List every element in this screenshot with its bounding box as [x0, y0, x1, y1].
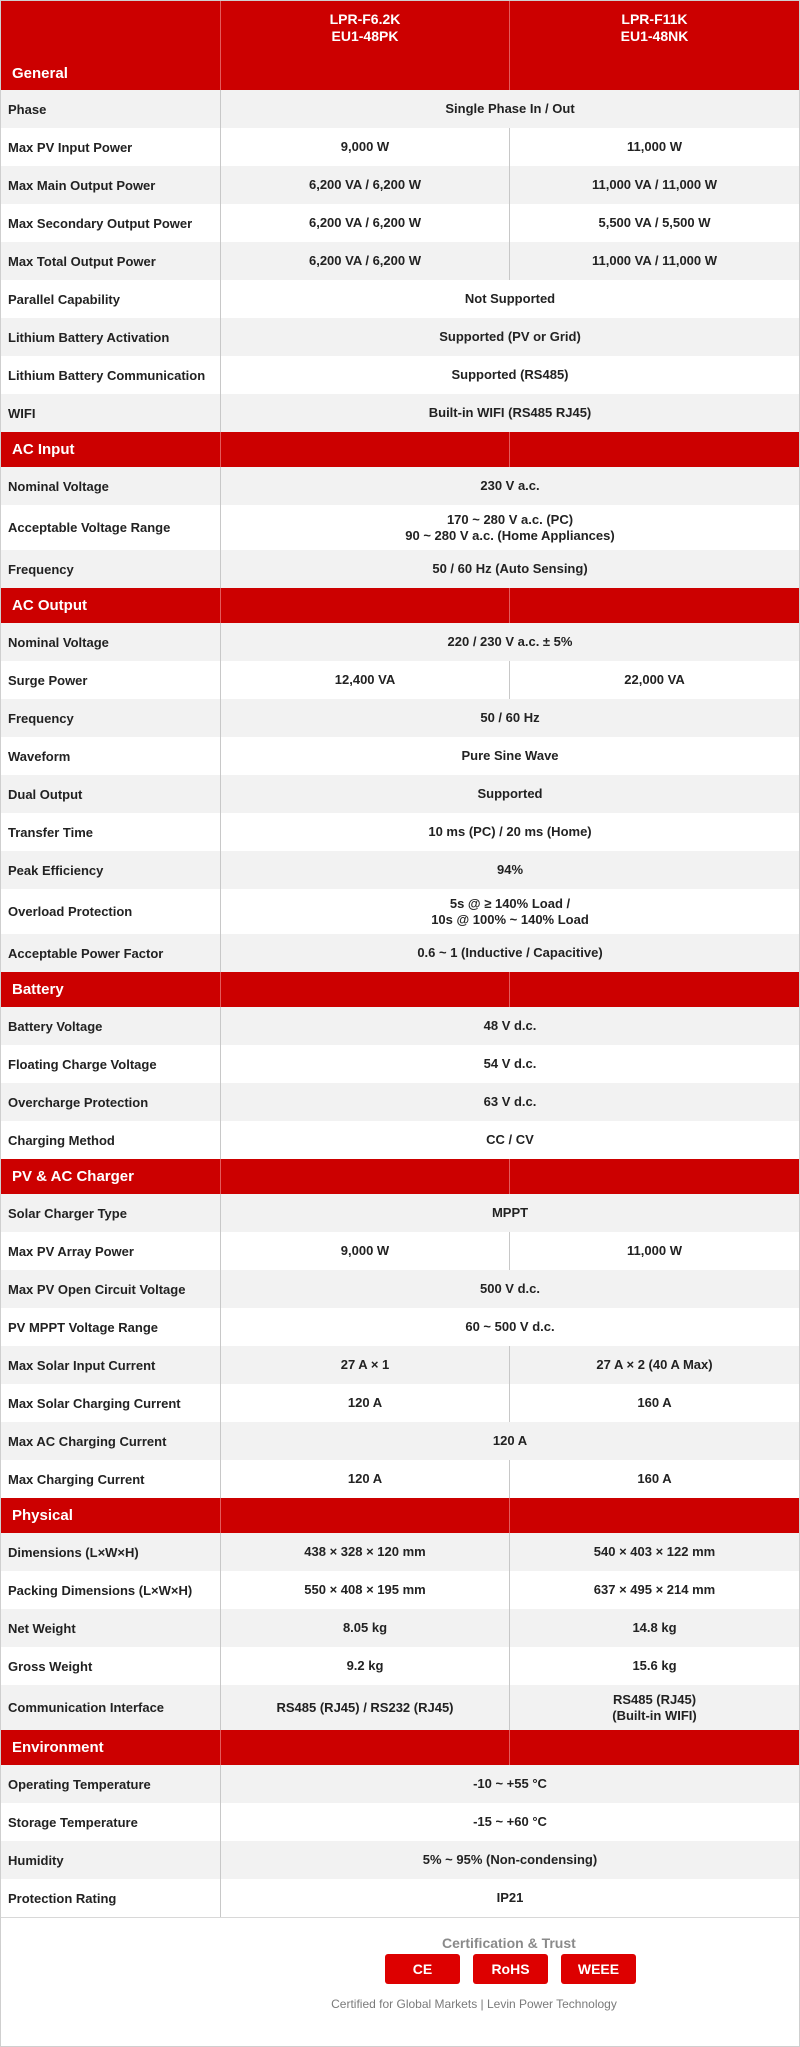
spec-value-model-1: 6,200 VA / 6,200 W	[221, 204, 510, 242]
spec-value-shared: MPPT	[491, 1205, 529, 1220]
spec-row	[1, 1571, 799, 1609]
spec-label: Max PV Open Circuit Voltage	[1, 1270, 221, 1308]
spec-value-shared: 48 V d.c.	[483, 1018, 537, 1033]
spec-value-model-2: 11,000 W	[627, 139, 682, 154]
spec-value-model-2: RS485 (RJ45) (Built-in WIFI)	[612, 1691, 697, 1723]
spec-row	[1, 699, 799, 737]
spec-value-shared: Single Phase In / Out	[445, 101, 575, 116]
spec-row	[1, 242, 799, 280]
spec-value-shared: 50 / 60 Hz	[480, 710, 540, 725]
spec-row	[1, 467, 799, 505]
spec-row	[1, 280, 799, 318]
spec-value-shared: Supported (PV or Grid)	[439, 329, 581, 344]
spec-row	[1, 1765, 799, 1803]
spec-row	[1, 394, 799, 432]
spec-row	[1, 1194, 799, 1232]
spec-value-shared: 50 / 60 Hz (Auto Sensing)	[432, 561, 588, 576]
spec-row	[1, 813, 799, 851]
spec-row	[1, 128, 799, 166]
section-blank-cell	[221, 1498, 510, 1533]
spec-value-model-1: 27 A × 1	[221, 1346, 510, 1384]
spec-label: Protection Rating	[1, 1879, 221, 1917]
section-title: PV & AC Charger	[1, 1159, 221, 1194]
spec-label: Max AC Charging Current	[1, 1422, 221, 1460]
rohs-badge: RoHS	[473, 1954, 548, 1984]
spec-value-model-2: 11,000 VA / 11,000 W	[591, 177, 718, 192]
spec-value-shared: IP21	[496, 1890, 524, 1905]
spec-label: Operating Temperature	[1, 1765, 221, 1803]
spec-value-model-2: 540 × 403 × 122 mm	[593, 1544, 716, 1559]
section-header	[1, 972, 799, 1007]
spec-row	[1, 934, 799, 972]
spec-label: Packing Dimensions (L×W×H)	[1, 1571, 221, 1609]
spec-value-model-1: 120 A	[221, 1384, 510, 1422]
spec-value-shared: 170 ~ 280 V a.c. (PC) 90 ~ 280 V a.c. (Home Appliances)	[405, 511, 615, 543]
spec-rows	[1, 90, 799, 1917]
spec-row	[1, 1422, 799, 1460]
spec-row	[1, 1270, 799, 1308]
spec-label: Floating Charge Voltage	[1, 1045, 221, 1083]
spec-value-shared: Supported (RS485)	[451, 367, 569, 382]
spec-row	[1, 1803, 799, 1841]
spec-value-shared: Built-in WIFI (RS485 RJ45)	[428, 405, 592, 420]
spec-row	[1, 1609, 799, 1647]
section-blank-cell	[221, 972, 510, 1007]
ce-badge: CE	[385, 1954, 460, 1984]
spec-label: Peak Efficiency	[1, 851, 221, 889]
spec-label: Gross Weight	[1, 1647, 221, 1685]
spec-row	[1, 550, 799, 588]
spec-value-model-2: 160 A	[637, 1471, 672, 1486]
section-header	[1, 1159, 799, 1194]
certification-subtitle: Certified for Global Markets | Levin Power Technology	[331, 1997, 617, 2011]
spec-label: Max Solar Charging Current	[1, 1384, 221, 1422]
spec-value-shared: 230 V a.c.	[480, 478, 540, 493]
spec-row	[1, 661, 799, 699]
spec-value-model-1: 8.05 kg	[221, 1609, 510, 1647]
spec-row	[1, 1083, 799, 1121]
spec-value-model-1: 12,400 VA	[221, 661, 510, 699]
spec-value-model-2: 15.6 kg	[632, 1658, 677, 1673]
spec-value-model-1: 120 A	[221, 1460, 510, 1498]
spec-value-model-2: 160 A	[637, 1395, 672, 1410]
spec-label: Battery Voltage	[1, 1007, 221, 1045]
spec-row	[1, 1460, 799, 1498]
spec-label: Dual Output	[1, 775, 221, 813]
section-title: Physical	[1, 1498, 221, 1533]
section-blank-cell	[221, 1159, 510, 1194]
certification-title: Certification & Trust	[442, 1935, 576, 1951]
spec-row	[1, 1879, 799, 1917]
spec-value-shared: CC / CV	[486, 1132, 534, 1147]
spec-value-model-2: 11,000 W	[627, 1243, 682, 1258]
spec-value-shared: 54 V d.c.	[483, 1056, 537, 1071]
section-title: AC Input	[1, 432, 221, 467]
spec-row	[1, 356, 799, 394]
spec-label: Max Secondary Output Power	[1, 204, 221, 242]
spec-row	[1, 1346, 799, 1384]
spec-label: Frequency	[1, 699, 221, 737]
section-blank-cell	[510, 1159, 799, 1194]
spec-value-model-1: 9,000 W	[221, 128, 510, 166]
spec-value-shared: 5s @ ≥ 140% Load / 10s @ 100% ~ 140% Load	[431, 895, 589, 927]
spec-label: Overload Protection	[1, 889, 221, 934]
spec-value-model-1: 9.2 kg	[221, 1647, 510, 1685]
section-header	[1, 1498, 799, 1533]
spec-label: Communication Interface	[1, 1685, 221, 1730]
spec-row	[1, 166, 799, 204]
section-blank-cell	[221, 432, 510, 467]
spec-row	[1, 1045, 799, 1083]
spec-value-model-2: 5,500 VA / 5,500 W	[598, 215, 711, 230]
spec-row	[1, 1841, 799, 1879]
spec-value-shared: -15 ~ +60 °C	[473, 1814, 547, 1829]
spec-value-shared: 5% ~ 95% (Non-condensing)	[422, 1852, 598, 1867]
certification-footer	[1, 1917, 799, 2046]
spec-label: Max PV Input Power	[1, 128, 221, 166]
spec-row	[1, 737, 799, 775]
section-header	[1, 588, 799, 623]
section-title: AC Output	[1, 588, 221, 623]
spec-row	[1, 1007, 799, 1045]
section-blank-cell	[510, 972, 799, 1007]
spec-value-model-1: 438 × 328 × 120 mm	[221, 1533, 510, 1571]
spec-value-shared: 120 A	[492, 1433, 528, 1448]
spec-label: Overcharge Protection	[1, 1083, 221, 1121]
spec-row	[1, 1232, 799, 1270]
spec-label: Solar Charger Type	[1, 1194, 221, 1232]
spec-value-model-1: RS485 (RJ45) / RS232 (RJ45)	[221, 1685, 510, 1730]
spec-value-shared: 0.6 ~ 1 (Inductive / Capacitive)	[417, 945, 603, 960]
spec-label: Nominal Voltage	[1, 467, 221, 505]
section-blank-cell	[221, 588, 510, 623]
spec-value-shared: 94%	[496, 862, 524, 877]
spec-label: Max PV Array Power	[1, 1232, 221, 1270]
spec-label: Lithium Battery Activation	[1, 318, 221, 356]
section-blank-cell	[221, 1730, 510, 1765]
section-blank-cell	[510, 1730, 799, 1765]
spec-label: WIFI	[1, 394, 221, 432]
spec-label: Dimensions (L×W×H)	[1, 1533, 221, 1571]
spec-label: Surge Power	[1, 661, 221, 699]
section-blank-cell	[510, 588, 799, 623]
section-header	[1, 432, 799, 467]
spec-row	[1, 505, 799, 550]
spec-label: Acceptable Power Factor	[1, 934, 221, 972]
spec-value-model-2: 11,000 VA / 11,000 W	[591, 253, 718, 268]
spec-value-model-1: 6,200 VA / 6,200 W	[221, 166, 510, 204]
spec-row	[1, 1384, 799, 1422]
spec-row	[1, 90, 799, 128]
spec-value-model-1: 6,200 VA / 6,200 W	[221, 242, 510, 280]
spec-value-shared: 220 / 230 V a.c. ± 5%	[447, 634, 573, 649]
spec-row	[1, 1308, 799, 1346]
spec-row	[1, 1647, 799, 1685]
section-title: Battery	[1, 972, 221, 1007]
table-header	[1, 1, 799, 90]
spec-row	[1, 204, 799, 242]
spec-label: Phase	[1, 90, 221, 128]
spec-label: Max Total Output Power	[1, 242, 221, 280]
spec-value-model-2: 27 A × 2 (40 A Max)	[596, 1357, 713, 1372]
spec-label: Frequency	[1, 550, 221, 588]
spec-label: Parallel Capability	[1, 280, 221, 318]
spec-row	[1, 318, 799, 356]
spec-value-model-2: 22,000 VA	[624, 672, 685, 687]
spec-row	[1, 851, 799, 889]
spec-row	[1, 775, 799, 813]
spec-value-model-1: 550 × 408 × 195 mm	[221, 1571, 510, 1609]
section-header	[1, 1730, 799, 1765]
spec-value-shared: 63 V d.c.	[483, 1094, 537, 1109]
spec-label: Storage Temperature	[1, 1803, 221, 1841]
weee-badge: WEEE	[561, 1954, 636, 1984]
section-title: Environment	[1, 1730, 221, 1765]
spec-label: Charging Method	[1, 1121, 221, 1159]
spec-value-shared: 10 ms (PC) / 20 ms (Home)	[428, 824, 592, 839]
spec-label: PV MPPT Voltage Range	[1, 1308, 221, 1346]
spec-value-shared: 500 V d.c.	[480, 1281, 540, 1296]
spec-row	[1, 623, 799, 661]
spec-value-shared: -10 ~ +55 °C	[473, 1776, 547, 1791]
certification-badges	[385, 1954, 636, 1984]
spec-label: Net Weight	[1, 1609, 221, 1647]
spec-label: Max Solar Input Current	[1, 1346, 221, 1384]
spec-row	[1, 889, 799, 934]
spec-row	[1, 1685, 799, 1730]
section-blank-cell	[510, 432, 799, 467]
spec-value-model-2: 637 × 495 × 214 mm	[593, 1582, 716, 1597]
section-blank-cell	[510, 1498, 799, 1533]
spec-label: Waveform	[1, 737, 221, 775]
spec-value-shared: Not Supported	[464, 291, 556, 306]
spec-value-model-1: 9,000 W	[221, 1232, 510, 1270]
spec-label: Humidity	[1, 1841, 221, 1879]
spec-value-model-2: 14.8 kg	[632, 1620, 677, 1635]
spec-label: Max Charging Current	[1, 1460, 221, 1498]
spec-row	[1, 1121, 799, 1159]
spec-label: Transfer Time	[1, 813, 221, 851]
model-2-header: LPR-F11K EU1-48NK	[620, 11, 689, 44]
section-title-general: General	[1, 1, 221, 90]
spec-value-shared: 60 ~ 500 V d.c.	[465, 1319, 555, 1334]
spec-label: Max Main Output Power	[1, 166, 221, 204]
model-1-header: LPR-F6.2K EU1-48PK	[221, 1, 510, 90]
spec-label: Lithium Battery Communication	[1, 356, 221, 394]
spec-value-shared: Pure Sine Wave	[461, 748, 559, 763]
spec-label: Nominal Voltage	[1, 623, 221, 661]
spec-row	[1, 1533, 799, 1571]
spec-value-shared: Supported	[477, 786, 543, 801]
spec-label: Acceptable Voltage Range	[1, 505, 221, 550]
